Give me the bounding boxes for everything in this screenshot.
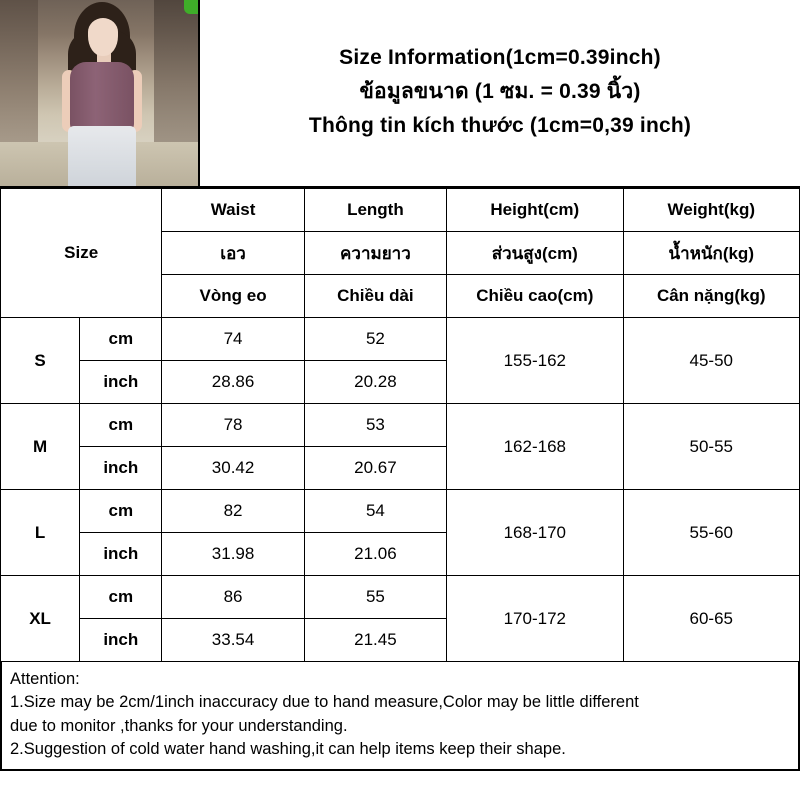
cell-height-xl: 170-172: [447, 576, 623, 662]
cell-waist-cm-s: 74: [162, 318, 304, 361]
cell-weight-s: 45-50: [623, 318, 799, 404]
cell-length-cm-m: 53: [304, 404, 446, 447]
cell-waist-inch-l: 31.98: [162, 533, 304, 576]
title-line-vi: Thông tin kích thước (1cm=0,39 inch): [308, 114, 692, 137]
cell-length-inch-s: 20.28: [304, 361, 446, 404]
cell-weight-xl: 60-65: [623, 576, 799, 662]
green-badge: [184, 0, 200, 14]
header-length-en: Length: [304, 189, 446, 232]
table-header-row-en: [1, 189, 800, 232]
model-purple-top: [70, 62, 134, 132]
attention-line-2: due to monitor ,thanks for your understanding.: [10, 716, 348, 735]
product-photo: [0, 0, 200, 186]
cell-length-inch-l: 21.06: [304, 533, 446, 576]
row-unit-inch: inch: [80, 361, 162, 404]
header-length-vi: Chiều dài: [304, 275, 446, 318]
cell-waist-inch-xl: 33.54: [162, 619, 304, 662]
row-unit-cm: cm: [80, 318, 162, 361]
cell-waist-cm-l: 82: [162, 490, 304, 533]
header-weight-th: น้ำหนัก(kg): [623, 232, 799, 275]
model-face: [88, 18, 118, 56]
cell-waist-cm-xl: 86: [162, 576, 304, 619]
row-unit-inch: inch: [80, 619, 162, 662]
header-height-vi: Chiều cao(cm): [447, 275, 623, 318]
table-row: [1, 318, 800, 361]
row-size-m: M: [1, 404, 80, 490]
cell-length-cm-l: 54: [304, 490, 446, 533]
cell-height-m: 162-168: [447, 404, 623, 490]
header: [0, 0, 800, 188]
cell-weight-l: 55-60: [623, 490, 799, 576]
title-line-en: Size Information(1cm=0.39inch): [339, 45, 661, 69]
cell-waist-cm-m: 78: [162, 404, 304, 447]
attention-heading: Attention:: [10, 670, 80, 688]
row-unit-inch: inch: [80, 447, 162, 490]
cell-length-inch-xl: 21.45: [304, 619, 446, 662]
attention-line-3: 2.Suggestion of cold water hand washing,it can help items keep their shape.: [10, 739, 566, 758]
row-size-xl: XL: [1, 576, 80, 662]
header-weight-en: Weight(kg): [623, 189, 799, 232]
photo-background: [0, 0, 198, 186]
row-unit-inch: inch: [80, 533, 162, 576]
cell-waist-inch-m: 30.42: [162, 447, 304, 490]
row-size-s: S: [1, 318, 80, 404]
row-unit-cm: cm: [80, 490, 162, 533]
cell-height-s: 155-162: [447, 318, 623, 404]
cell-length-cm-s: 52: [304, 318, 446, 361]
cell-length-cm-xl: 55: [304, 576, 446, 619]
title-line-th: ข้อมูลขนาด (1 ซม. = 0.39 นิ้ว): [359, 79, 641, 103]
header-weight-vi: Cân nặng(kg): [623, 275, 799, 318]
header-height-th: ส่วนสูง(cm): [447, 232, 623, 275]
title-block: [200, 0, 800, 186]
row-unit-cm: cm: [80, 576, 162, 619]
header-waist-en: Waist: [162, 189, 304, 232]
header-height-en: Height(cm): [447, 189, 623, 232]
table-row: [1, 404, 800, 447]
header-waist-vi: Vòng eo: [162, 275, 304, 318]
size-table: [0, 188, 800, 662]
table-row: [1, 576, 800, 619]
cell-waist-inch-s: 28.86: [162, 361, 304, 404]
row-unit-cm: cm: [80, 404, 162, 447]
attention-line-1: 1.Size may be 2cm/1inch inaccuracy due to hand measure,Color may be little different: [10, 693, 639, 712]
model-white-pants: [68, 126, 136, 186]
attention-block: [0, 662, 800, 771]
table-row: [1, 490, 800, 533]
header-waist-th: เอว: [162, 232, 304, 275]
cell-weight-m: 50-55: [623, 404, 799, 490]
cell-height-l: 168-170: [447, 490, 623, 576]
row-size-l: L: [1, 490, 80, 576]
header-size-label: Size: [1, 189, 162, 318]
cell-length-inch-m: 20.67: [304, 447, 446, 490]
header-length-th: ความยาว: [304, 232, 446, 275]
